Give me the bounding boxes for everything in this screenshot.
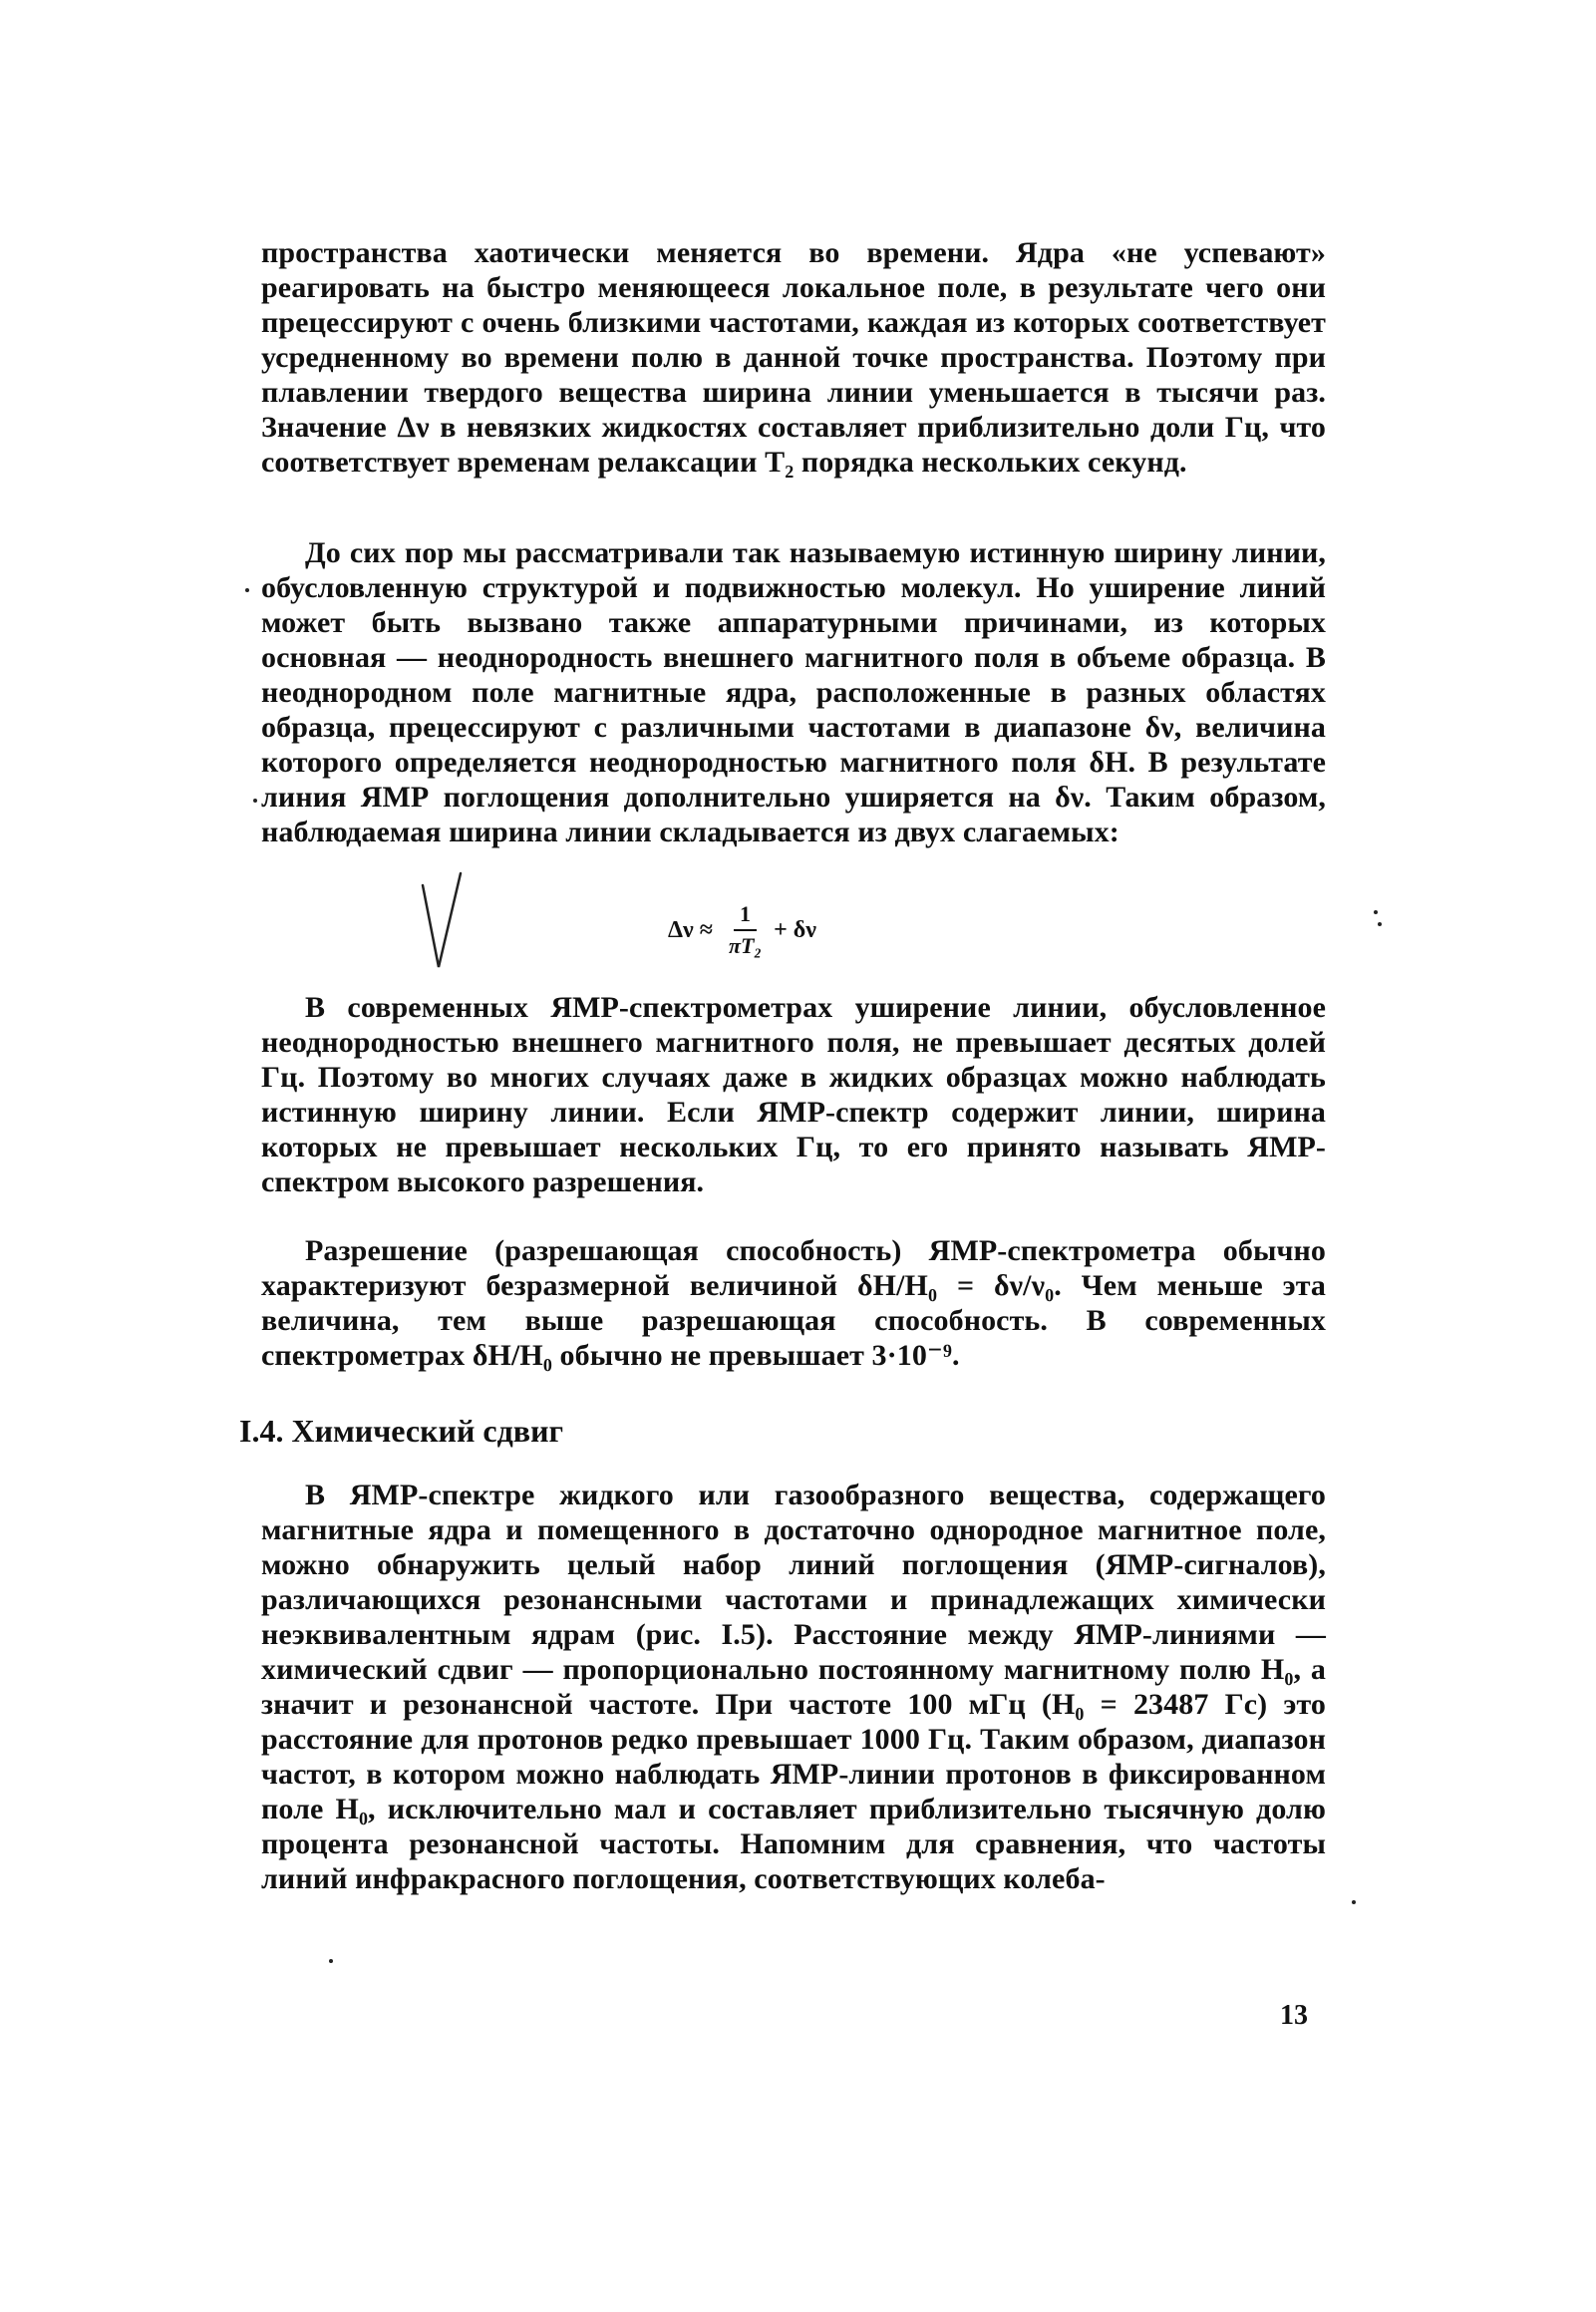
paragraph-line-width: До сих пор мы рассматривали так называемую истинную ширину линии, обусловленную структурой и подвижностью молекул. Но уширение линий может быть вызвано также аппаратурными причинами, из которых основная — неоднородность внешнего магнитного поля в объеме образца. В неоднородном поле магнитные ядра, расположенные в разных областях образца, прецессируют с различными частотами в диапазоне δν, величина которого определяется неоднородностью магнитного поля δH. В результате линия ЯМР поглощения дополнительно уширяется на δν. Таким образом, наблюдаемая ширина линии складывается из двух слагаемых: (261, 536, 1326, 848)
scan-speck (253, 799, 257, 803)
section-heading: I.4. Химический сдвиг (239, 1413, 564, 1449)
formula-denominator: πT₂ (728, 933, 763, 958)
paragraph-chemical-shift: В ЯМР-спектре жидкого или газообразного вещества, содержащего магнитные ядра и помещенного в достаточно однородное магнитное поле, можно обнаружить целый набор линий поглощения (ЯМР-сигналов), различающихся резонансными частотами и принадлежащих химически неэквивалентным ядрам (рис. I.5). Расстояние между ЯМР-линиями — химический сдвиг — пропорционально постоянному магнитному полю H₀, а значит и резонансной частоте. При частоте 100 мГц (H₀ = 23487 Гс) это расстояние для протонов редко превышает 1000 Гц. Таким образом, диапазон частот, в котором можно наблюдать ЯМР-линии протонов в фиксированном поле H₀, исключительно мал и составляет приблизительно тысячную долю процента резонансной частоты. Напомним для сравнения, что частоты линий инфракрасного поглощения, соответствующих колеба- (261, 1479, 1326, 1895)
formula-rhs: + δν (774, 916, 816, 943)
scan-speck (1352, 1900, 1356, 1904)
formula-fraction (729, 901, 762, 959)
paragraph-block-2 (261, 535, 1326, 849)
line-width-formula (668, 895, 927, 965)
page-number: 13 (1280, 2000, 1308, 2031)
formula-numerator: 1 (734, 901, 757, 931)
paragraph-high-resolution: В современных ЯМР-спектрометрах уширение линии, обусловленное неоднородностью внешнего магнитного поля, не превышает десятых долей Гц. Поэтому во многих случаях даже в жидких образцах можно наблюдать истинную ширину линии. Если ЯМР-спектр содержит линии, ширина которых не превышает нескольких Гц, то его принято называть ЯМР-спектром высокого разрешения. (261, 991, 1326, 1198)
paragraph-resolution: Разрешение (разрешающая способность) ЯМР-спектрометра обычно характеризуют безразмерной величиной δH/H₀ = δν/ν₀. Чем меньше эта величина, тем выше разрешающая способность. В современных спектрометрах δH/H₀ обычно не превышает 3·10⁻⁹. (261, 1234, 1326, 1372)
scan-speck (329, 1959, 333, 1963)
paragraph-block-1 (261, 235, 1326, 480)
scan-speck (245, 588, 249, 592)
scan-speck (1374, 910, 1378, 914)
paragraph-block-3 (261, 990, 1326, 1199)
scan-speck (1378, 922, 1382, 926)
formula-lhs: Δν ≈ (668, 916, 713, 943)
pencil-check-mark (417, 867, 467, 977)
paragraph-continuation: пространства хаотически меняется во времени. Ядра «не успевают» реагировать на быстро меняющееся локальное поле, в результате чего они прецессируют с очень близкими частотами, каждая из которых соответствует усредненному во времени полю в данной точке пространства. Поэтому при плавлении твердого вещества ширина линии уменьшается в тысячи раз. Значение Δν в невязких жидкостях составляет приблизительно доли Гц, что соответствует временам релаксации T₂ порядка нескольких секунд. (261, 236, 1326, 479)
paragraph-block-5 (261, 1478, 1326, 1896)
paragraph-block-4 (261, 1233, 1326, 1373)
